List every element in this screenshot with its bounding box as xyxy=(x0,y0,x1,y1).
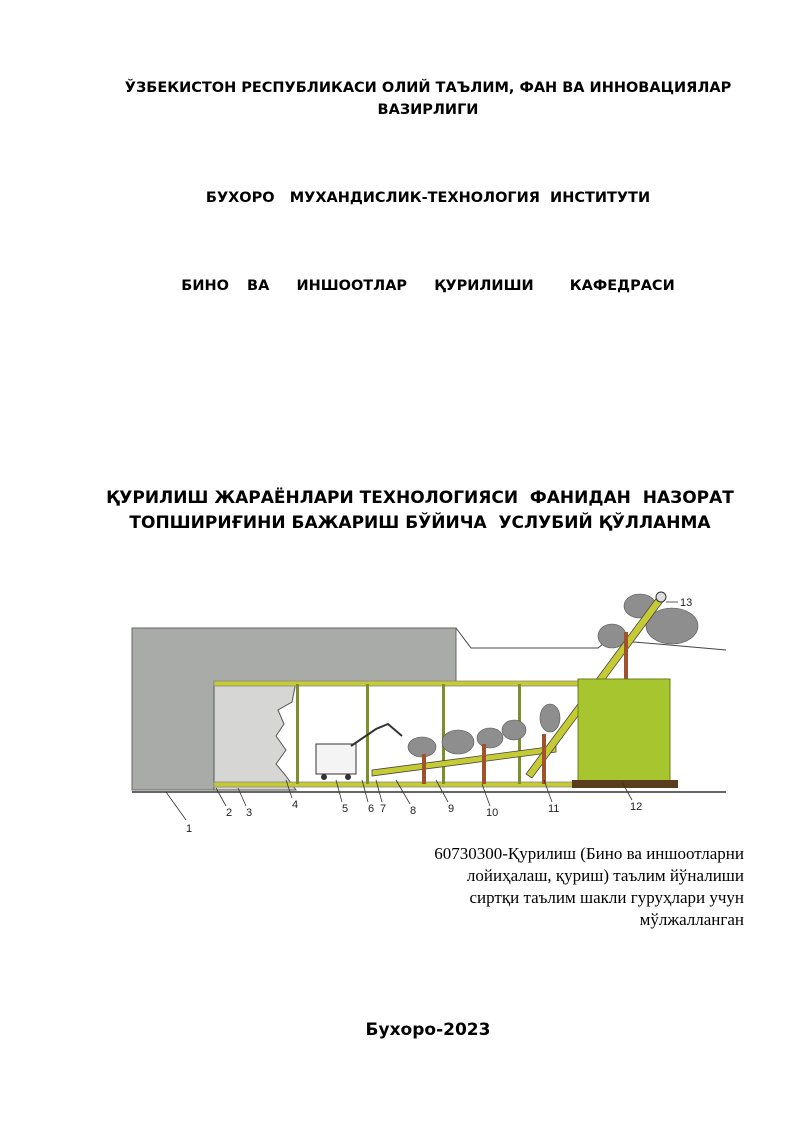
label-5: 5 xyxy=(342,803,349,815)
purpose-line-3: сиртқи таълим шакли гуруҳлари учун xyxy=(469,888,744,907)
label-11: 11 xyxy=(548,803,560,815)
title-line-1: ҚУРИЛИШ ЖАРАЁНЛАРИ ТЕХНОЛОГИЯСИ ФАНИДАН НАЗОРАТ xyxy=(106,488,734,508)
frame-top-rail xyxy=(214,681,594,686)
label-7: 7 xyxy=(380,803,387,815)
loader-arm xyxy=(351,724,402,746)
title-line-2: ТОПШИРИҒИНИ БАЖАРИШ БЎЙИЧА УСЛУБИЙ ҚЎЛЛАНМА xyxy=(129,513,711,533)
frame-post xyxy=(442,684,445,784)
ministry-line-2: ВАЗИРЛИГИ xyxy=(377,102,479,118)
ministry-heading xyxy=(100,77,756,121)
loader-machine xyxy=(316,744,356,774)
label-4: 4 xyxy=(292,799,299,811)
tunnel-construction-diagram xyxy=(126,584,728,844)
department-heading: БИНО ВА ИНШООТЛАР ҚУРИЛИШИ КАФЕДРАСИ xyxy=(181,278,675,294)
purpose-line-2: лойиҳалаш, қуриш) таълим йўналиши xyxy=(466,866,744,885)
label-10: 10 xyxy=(486,807,499,819)
document-title xyxy=(60,486,780,536)
wheel xyxy=(321,774,327,780)
conveyor-drum xyxy=(656,592,666,602)
purpose-line-1: 60730300-Қурилиш (Бино ва иншоотларни xyxy=(434,844,744,863)
institute-heading: БУХОРО МУХАНДИСЛИК-ТЕХНОЛОГИЯ ИНСТИТУТИ xyxy=(205,190,651,206)
purpose-line-4: мўлжалланган xyxy=(639,910,744,929)
excavation-face xyxy=(214,682,296,790)
place-year: Бухоро-2023 xyxy=(365,1020,491,1040)
frame-post xyxy=(296,684,299,784)
label-12: 12 xyxy=(630,801,643,813)
ministry-line-1: ЎЗБЕКИСТОН РЕСПУБЛИКАСИ ОЛИЙ ТАЪЛИМ, ФАН ВА ИННОВАЦИЯЛАР xyxy=(124,80,732,96)
bunker xyxy=(578,679,670,782)
program-purpose xyxy=(324,843,744,931)
label-1: 1 xyxy=(186,823,193,835)
wheel xyxy=(345,774,351,780)
label-8: 8 xyxy=(410,805,417,817)
label-9: 9 xyxy=(448,803,455,815)
label-3: 3 xyxy=(246,807,253,819)
label-2: 2 xyxy=(226,807,233,819)
label-13: 13 xyxy=(680,597,693,609)
label-6: 6 xyxy=(368,803,375,815)
